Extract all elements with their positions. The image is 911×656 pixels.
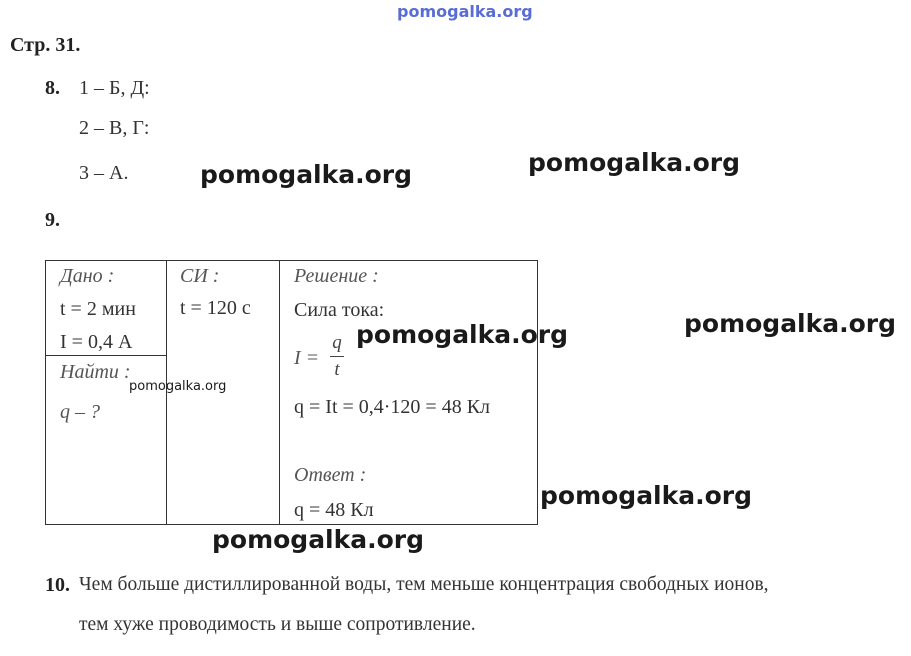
task10-line-1: Чем больше дистиллированной воды, тем меньше концентрация свободных ионов,	[79, 574, 769, 595]
task8-line-2: 2 – В, Г:	[79, 117, 150, 139]
formula-fraction	[330, 332, 344, 381]
formula-numerator: q	[332, 332, 342, 353]
si-time: t = 120 с	[180, 297, 251, 319]
task8-line-1: 1 – Б, Д:	[79, 77, 150, 99]
watermark: pomogalka.org	[356, 320, 569, 349]
task10-number: 10.	[45, 574, 70, 596]
watermark: pomogalka.org	[684, 309, 897, 338]
task8-number: 8.	[45, 77, 60, 99]
task10-line-2: тем хуже проводимость и выше сопротивление.	[79, 614, 476, 635]
watermark: pomogalka.org	[540, 481, 753, 510]
solution-calc: q = It = 0,4·120 = 48 Кл	[294, 396, 491, 418]
answer-value: q = 48 Кл	[294, 499, 374, 521]
table-divider	[46, 355, 167, 356]
si-heading: СИ :	[180, 265, 220, 287]
fraction-bar	[330, 356, 344, 357]
task9-number: 9.	[45, 209, 60, 231]
formula-denominator: t	[334, 359, 340, 380]
watermark: pomogalka.org	[212, 525, 425, 554]
watermark: pomogalka.org	[129, 379, 227, 394]
find-charge: q – ?	[60, 401, 100, 423]
given-time: t = 2 мин	[60, 298, 136, 320]
watermark-top: pomogalka.org	[397, 2, 533, 21]
formula-lhs: I =	[294, 347, 320, 369]
task8-line-3: 3 – А.	[79, 162, 129, 184]
answer-heading: Ответ :	[294, 464, 367, 486]
given-current: I = 0,4 А	[60, 331, 133, 353]
solution-table	[45, 260, 538, 525]
solution-heading: Решение :	[294, 265, 379, 287]
table-divider	[279, 261, 280, 524]
solution-intro: Сила тока:	[294, 299, 385, 321]
watermark: pomogalka.org	[528, 148, 741, 177]
page-title: Стр. 31.	[10, 34, 81, 56]
watermark: pomogalka.org	[200, 160, 413, 189]
find-heading: Найти :	[60, 361, 131, 383]
given-heading: Дано :	[60, 265, 115, 287]
